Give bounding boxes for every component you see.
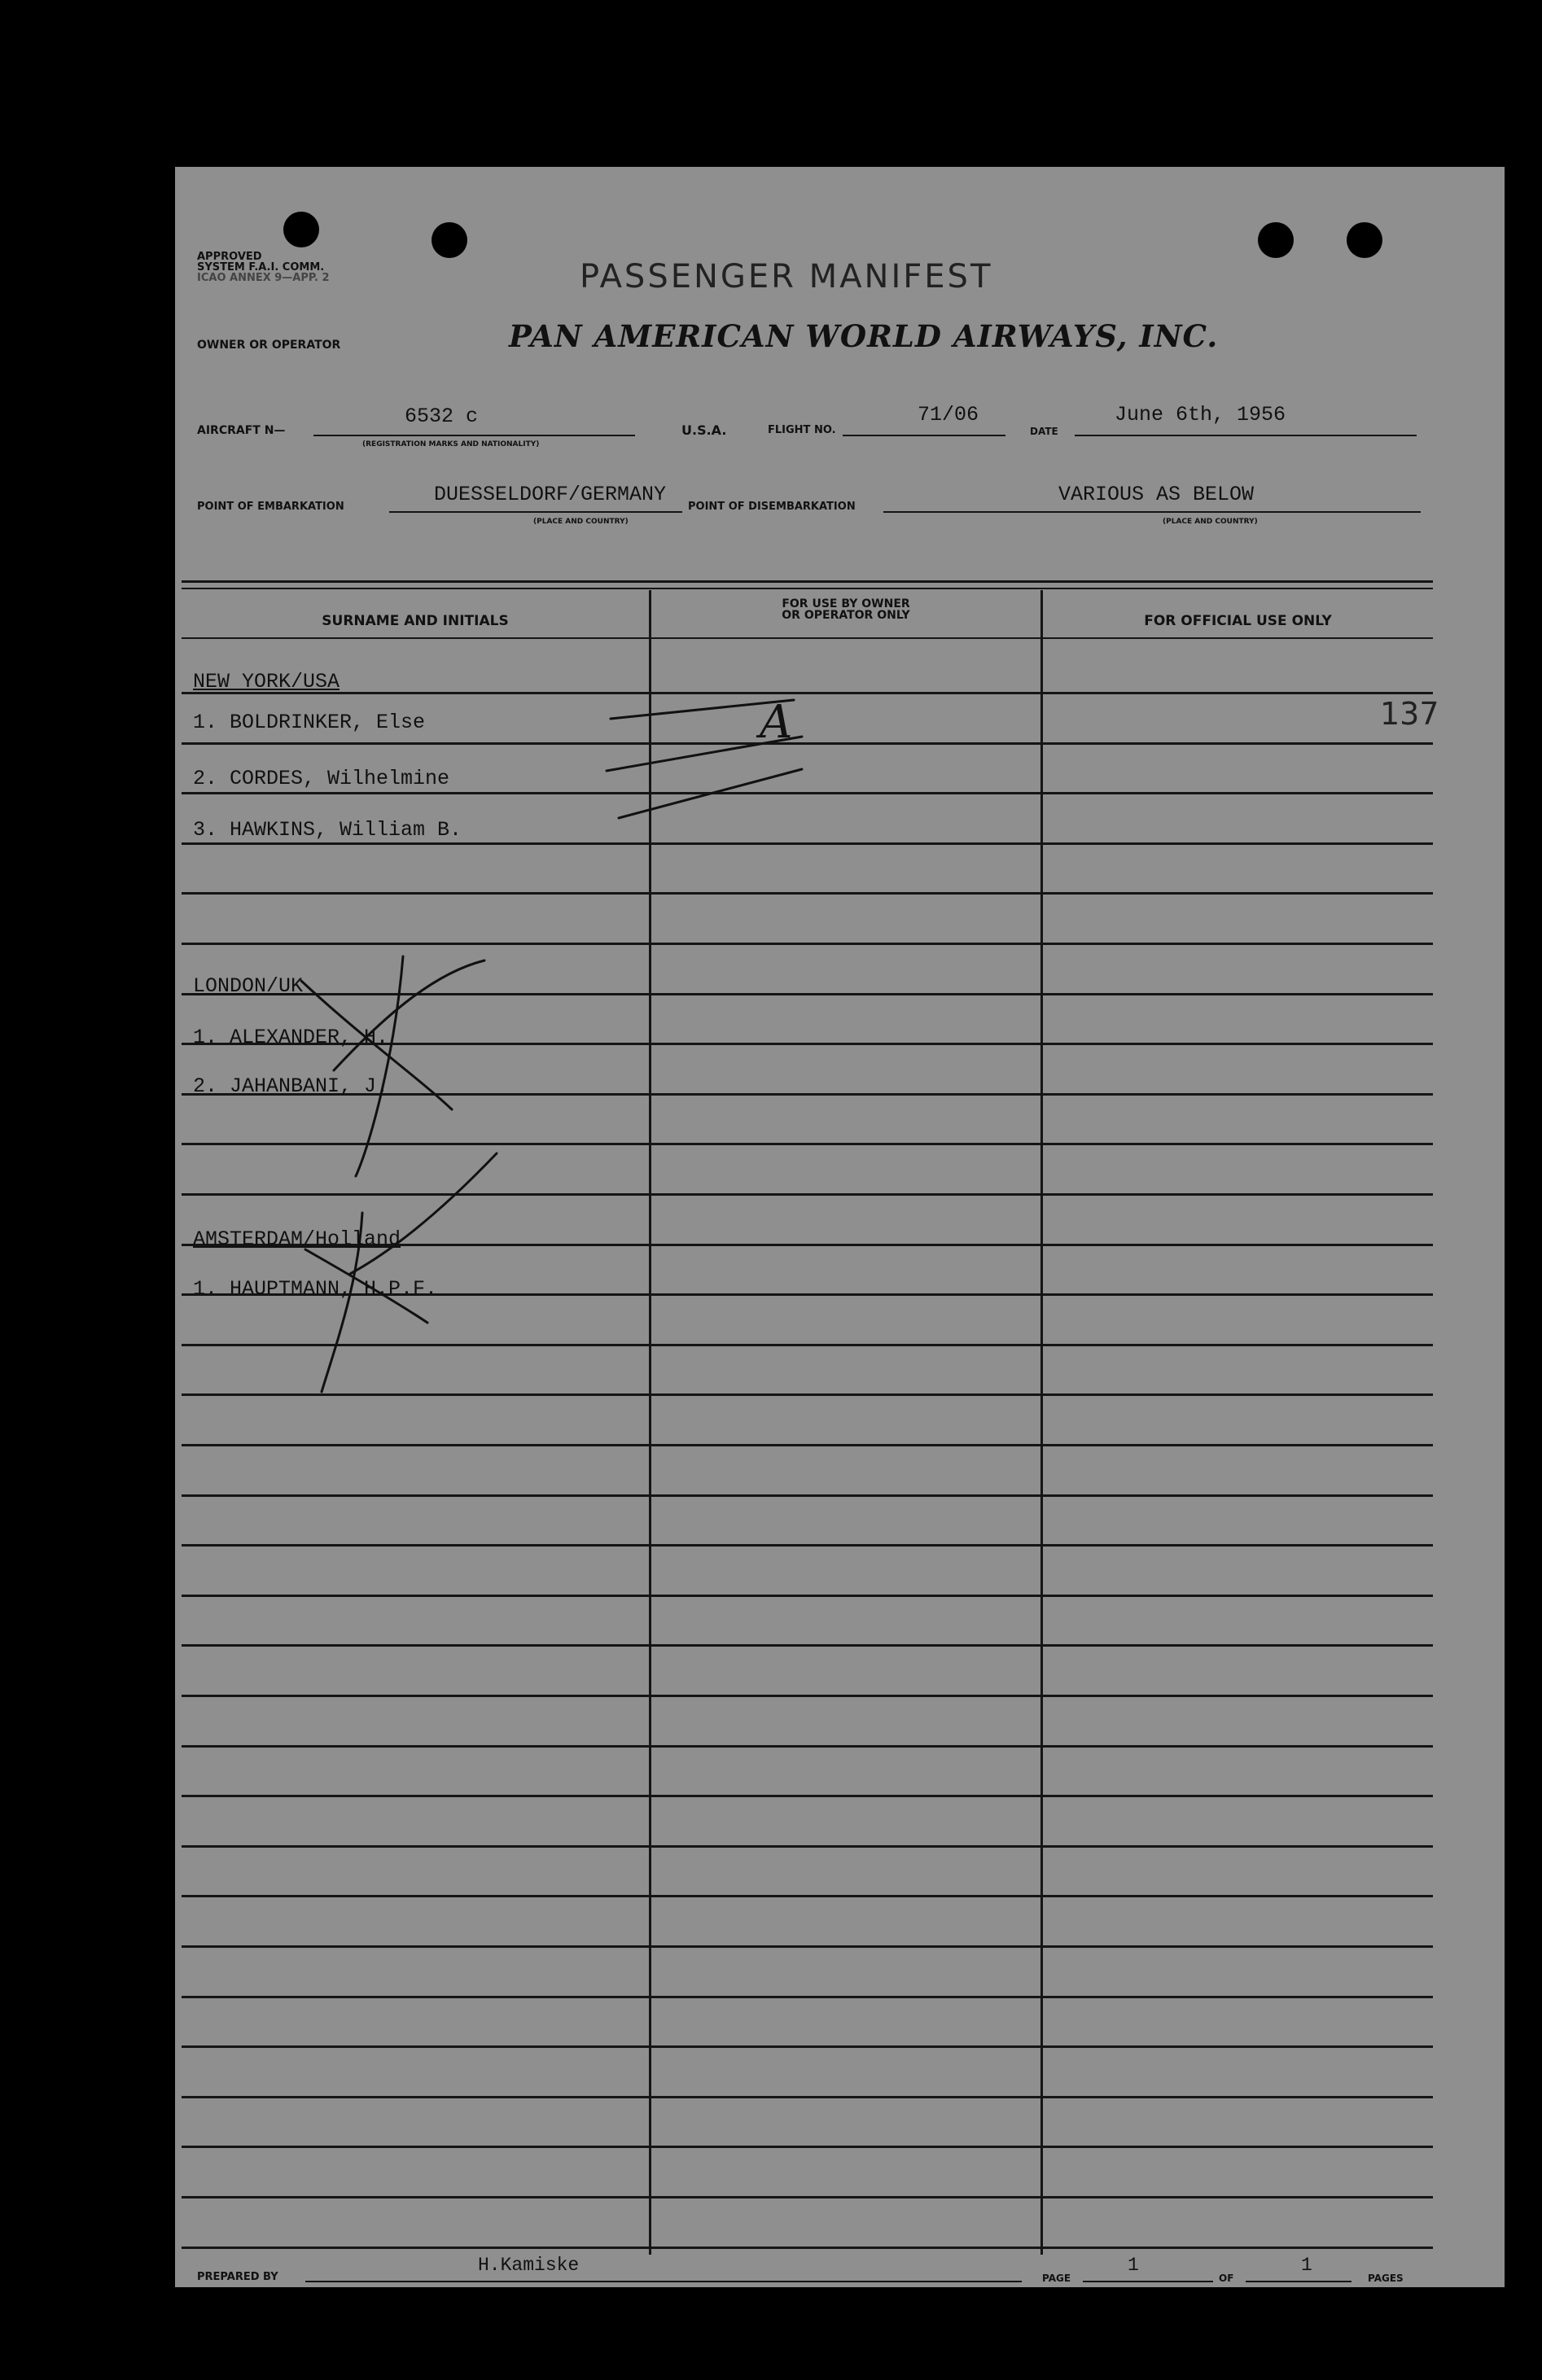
handwritten-strokes	[175, 167, 1505, 2287]
date-value: June 6th, 1956	[1115, 403, 1286, 427]
pen-cross	[350, 1153, 497, 1274]
registration-caption: (REGISTRATION MARKS AND NATIONALITY)	[362, 440, 540, 448]
of-value: 1	[1301, 2255, 1312, 2276]
date-label: DATE	[1030, 426, 1058, 437]
passenger-row: 1. ALEXANDER, H.	[193, 1026, 389, 1049]
usa-label: U.S.A.	[681, 422, 727, 438]
approval-line: SYSTEM F.A.I. COMM.	[197, 261, 325, 273]
flight-value: 71/06	[918, 403, 979, 427]
pen-cross	[305, 1249, 427, 1323]
pages-label: PAGES	[1368, 2273, 1404, 2284]
passenger-row: 3. HAWKINS, William B.	[193, 818, 462, 842]
embark-value: DUESSELDORF/GERMANY	[434, 483, 667, 506]
prepared-label: PREPARED BY	[197, 2271, 278, 2283]
company-name: PAN AMERICAN WORLD AIRWAYS, INC.	[509, 318, 1219, 354]
pen-cross	[301, 981, 452, 1109]
disembark-caption: (PLACE AND COUNTRY)	[1163, 518, 1258, 526]
page-label: PAGE	[1042, 2273, 1071, 2284]
passenger-row: 1. BOLDRINKER, Else	[193, 711, 426, 734]
operator-handwritten-mark: A	[760, 696, 793, 749]
column-header-line: FOR USE BY OWNER	[782, 597, 910, 610]
disembark-label: POINT OF DISEMBARKATION	[688, 501, 856, 513]
column-header-surname: SURNAME AND INITIALS	[322, 613, 509, 629]
page-value: 1	[1128, 2255, 1139, 2276]
pen-cross	[334, 960, 484, 1070]
destination-heading: NEW YORK/USA	[193, 670, 340, 693]
embark-label: POINT OF EMBARKATION	[197, 501, 344, 513]
official-number: 137	[1380, 696, 1439, 732]
prepared-value: H.Kamiske	[478, 2255, 580, 2276]
pen-strike	[611, 700, 794, 719]
pen-cross	[356, 956, 403, 1176]
column-header-official: FOR OFFICIAL USE ONLY	[1144, 613, 1332, 629]
owner-label: OWNER OR OPERATOR	[197, 339, 341, 352]
destination-heading: AMSTERDAM/Holland	[193, 1227, 401, 1251]
form-title: PASSENGER MANIFEST	[580, 258, 993, 295]
flight-label: FLIGHT NO.	[768, 424, 836, 436]
passenger-row: 2. JAHANBANI, J.	[193, 1074, 389, 1098]
disembark-value: VARIOUS AS BELOW	[1058, 483, 1255, 506]
destination-heading: LONDON/UK	[193, 974, 304, 998]
approval-line: APPROVED	[197, 251, 262, 263]
approval-line: ICAO ANNEX 9—APP. 2	[197, 272, 330, 284]
pen-strike	[619, 769, 802, 818]
aircraft-label: AIRCRAFT N—	[197, 424, 286, 437]
manifest-sheet	[175, 167, 1505, 2287]
of-label: OF	[1219, 2273, 1234, 2284]
aircraft-value: 6532 c	[405, 405, 479, 428]
passenger-row: 2. CORDES, Wilhelmine	[193, 767, 450, 790]
pen-cross	[322, 1213, 362, 1392]
passenger-row: 1. HAUPTMANN, H.P.F.	[193, 1277, 438, 1301]
embark-caption: (PLACE AND COUNTRY)	[533, 518, 629, 526]
column-header-line: OR OPERATOR ONLY	[782, 609, 910, 622]
pen-strike	[607, 737, 802, 771]
